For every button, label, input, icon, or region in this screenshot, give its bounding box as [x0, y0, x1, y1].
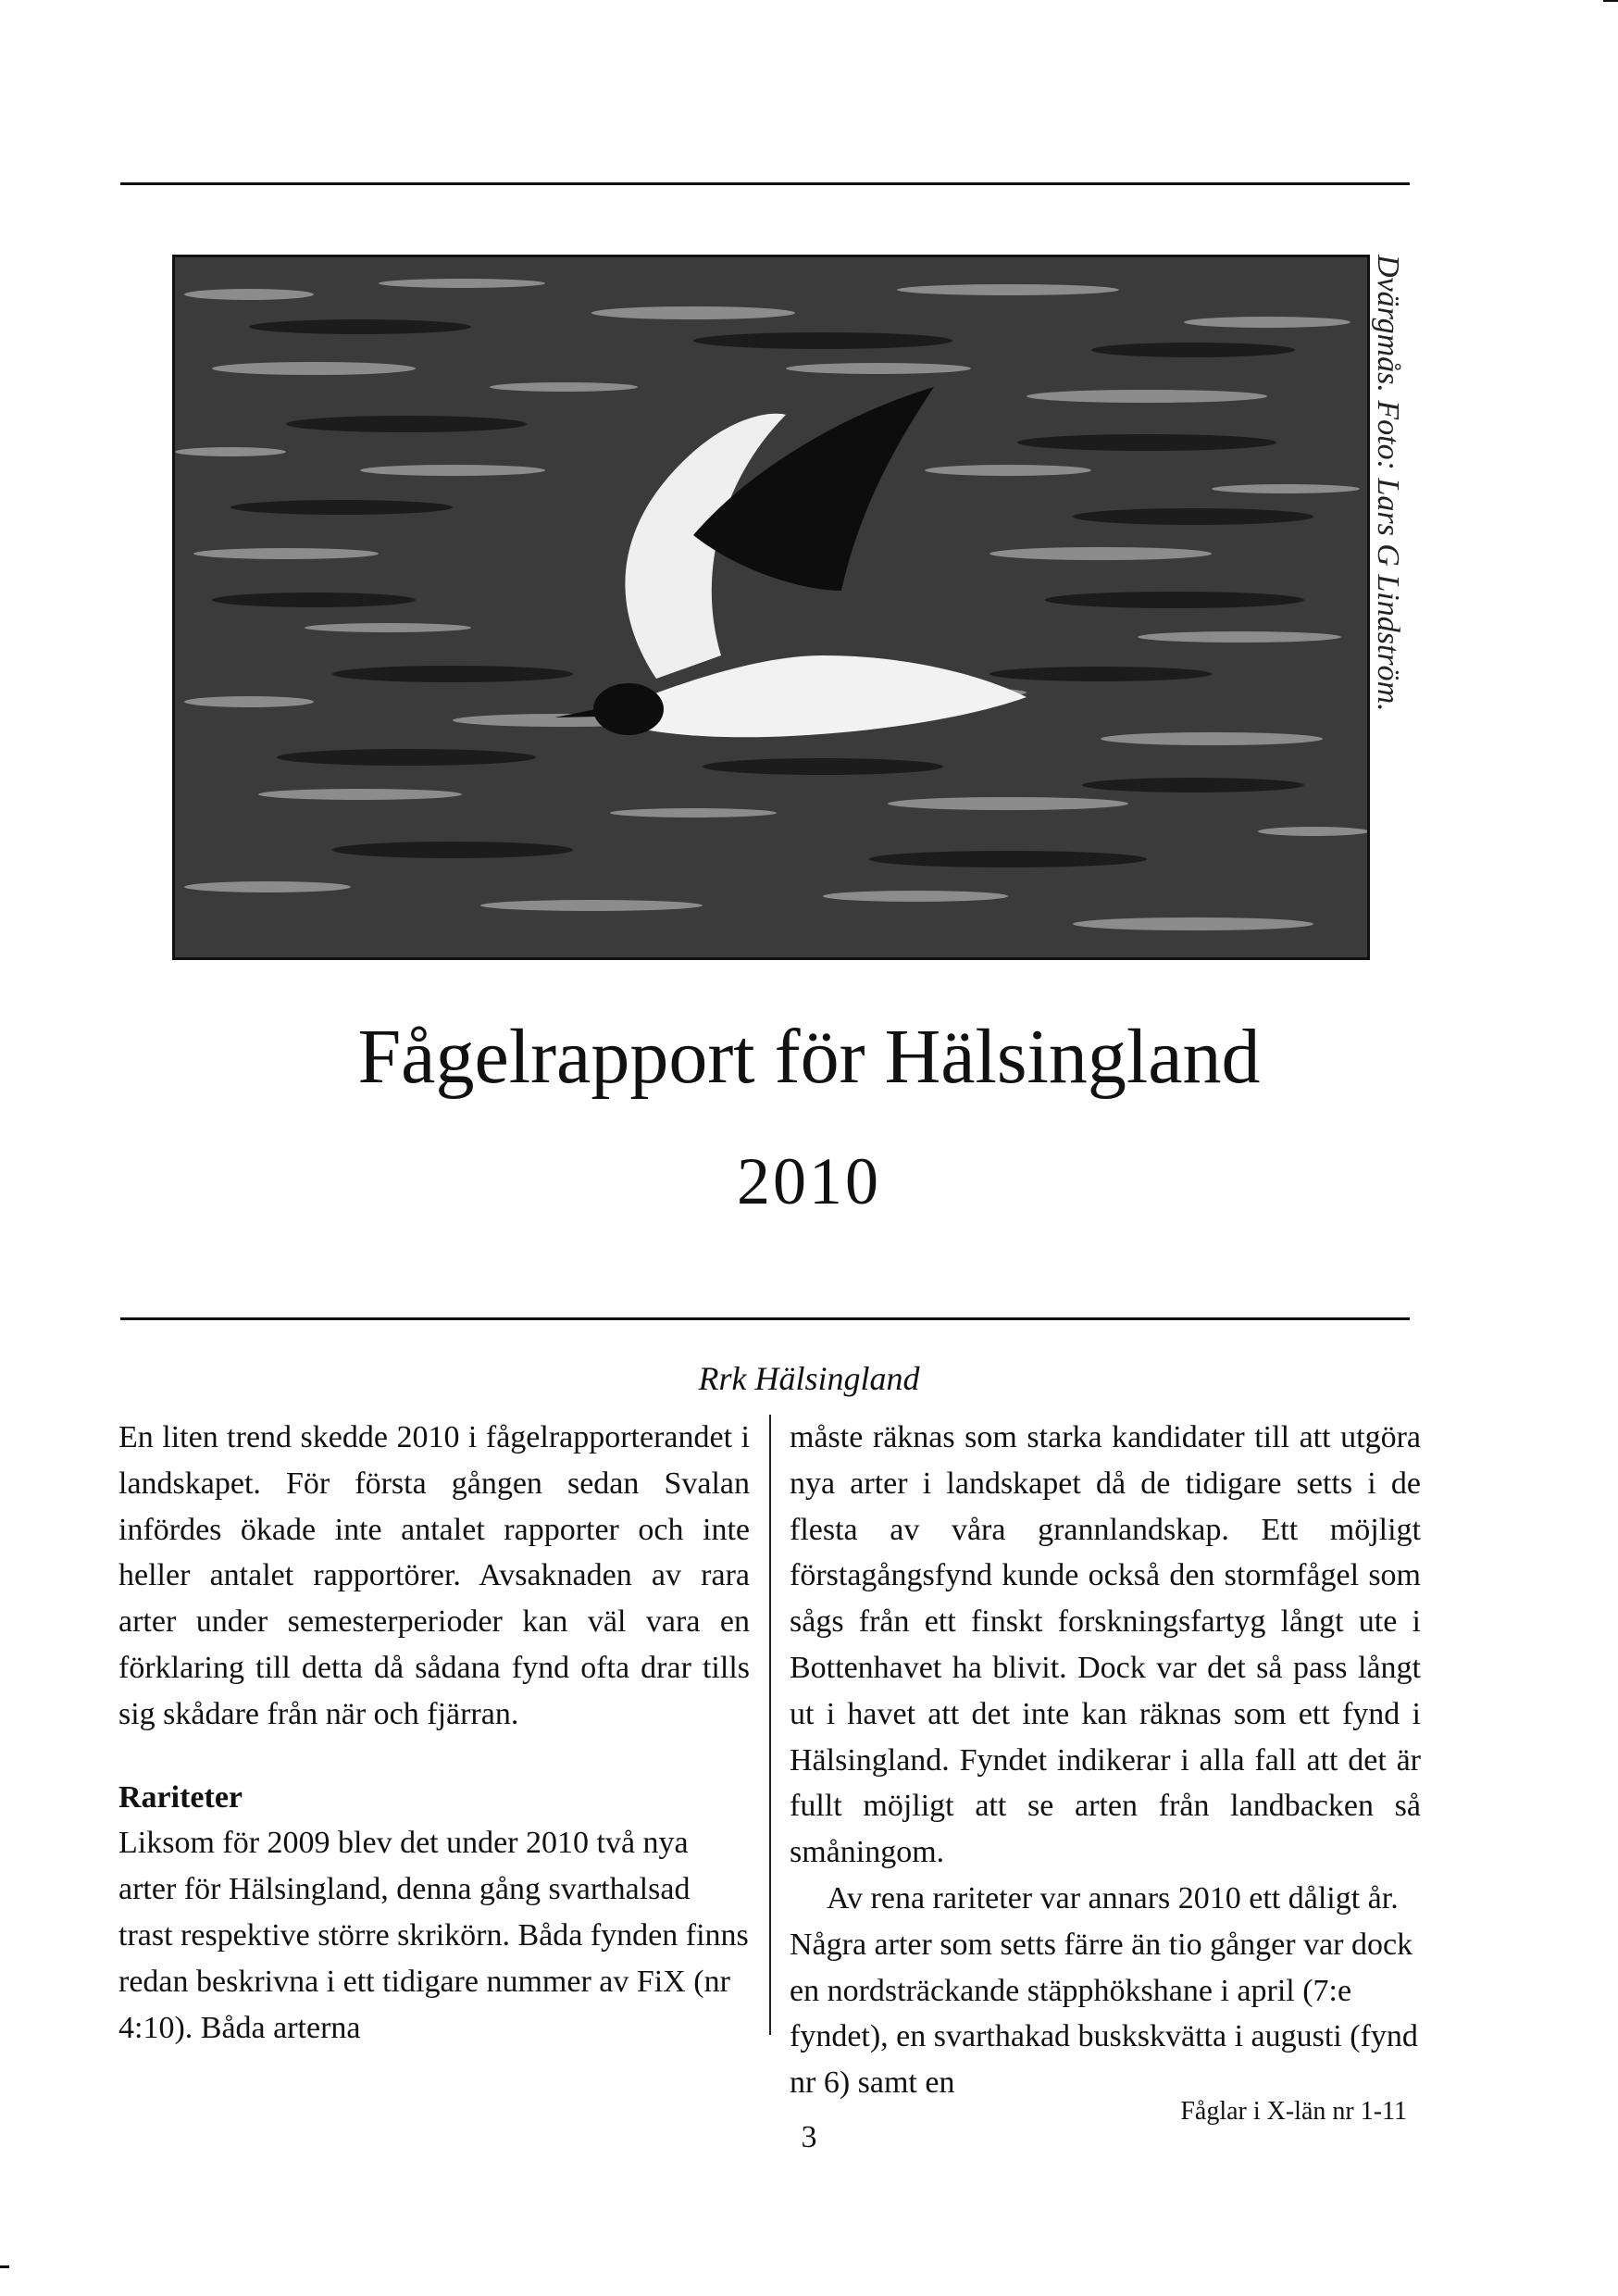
author-byline: Rrk Hälsingland — [698, 1360, 920, 1397]
photo-caption — [1359, 255, 1414, 718]
scan-edge-mark — [1603, 0, 1618, 2]
right-column — [790, 1415, 1421, 2106]
rarities-paragraph: Av rena rariteter var annars 2010 ett dåligt år. Några arter som setts färre än tio gånger var dock en nordsträckande stäpphökshane i april (7:e fyndet), en svarthakad buskskvätta i augusti (fynd nr 6) samt en — [790, 1880, 1418, 2101]
page-title: Fågelrapport för Hälsingland — [357, 1014, 1261, 1100]
left-column — [118, 1415, 750, 2051]
rariteter-paragraph: Liksom för 2009 blev det under 2010 två nya arter för Hälsingland, denna gång svarthalsad trast respektive större skrikörn. Båda fynden finns redan beskrivna i ett tidigare nummer av FiX (nr 4:10). Båda arterna — [118, 1826, 749, 2045]
top-rule — [120, 182, 1410, 185]
section-heading-rariteter: Rariteter — [118, 1779, 243, 1815]
report-year: 2010 — [737, 1144, 881, 1218]
intro-paragraph: En liten trend skedde 2010 i fågelrapporterandet i landskapet. För första gången sedan Svalan infördes ökade inte antalet rapporter och inte heller antalet rapportörer. Avsaknaden av rara arter under semesterperioder kan väl vara en förklaring till detta då sådana fynd ofta drar tills sig skådare från när och fjärran. — [118, 1420, 750, 1731]
bird-photo — [172, 255, 1370, 960]
continuation-paragraph: måste räknas som starka kandidater till att utgöra nya arter i landskapet då de tidigare setts i de flesta av våra grannlandskap. Ett möjligt förstagångsfynd kunde också den stormfågel som sågs från ett finskt forskningsfartyg långt ute i Bottenhavet ha blivit. Dock var det så pass långt ut i havet att det inte kan räknas som ett fynd i Hälsingland. Fyndet indikerar i alla fall att det är fullt möjligt att se arten från landbacken så småningom. — [790, 1420, 1421, 1870]
page-number: 3 — [801, 2120, 817, 2154]
photo-caption-text: Dvärgmås. Foto: Lars G Lindström. — [1371, 255, 1405, 712]
title-rule — [120, 1317, 1410, 1320]
little-gull-image — [175, 257, 1367, 957]
journal-footer: Fåglar i X-län nr 1-11 — [1180, 2097, 1407, 2126]
column-divider — [769, 1415, 771, 2035]
scan-edge-mark — [0, 2265, 9, 2268]
